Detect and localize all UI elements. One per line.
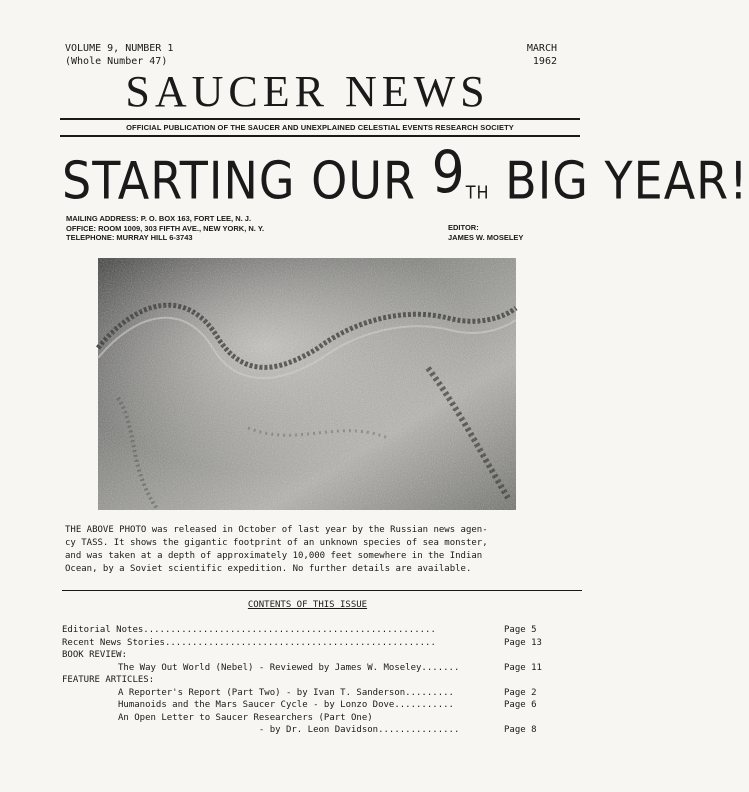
toc-item-text: Recent News Stories.................................................. bbox=[62, 637, 436, 648]
toc-item[interactable] bbox=[62, 624, 582, 637]
office-address: OFFICE: ROOM 1009, 303 FIFTH AVE., NEW YORK, N. Y. bbox=[66, 223, 265, 233]
editor-info bbox=[448, 223, 523, 242]
volume-number: VOLUME 9, NUMBER 1 bbox=[65, 43, 174, 54]
caption-line: THE ABOVE PHOTO was released in October of last year by the Russian news agen- bbox=[65, 525, 488, 535]
toc-item-continued[interactable] bbox=[62, 724, 582, 737]
headline-ninth: 9 bbox=[431, 139, 466, 207]
whole-number: (Whole Number 47) bbox=[65, 56, 168, 67]
toc-item-page: Page 13 bbox=[504, 637, 542, 648]
toc-item-text: An Open Letter to Saucer Researchers (Part One) bbox=[118, 712, 373, 723]
toc-item-text: Humanoids and the Mars Saucer Cycle - by Lonzo Dove........... bbox=[118, 700, 454, 710]
toc-item-page: Page 5 bbox=[504, 625, 537, 635]
masthead-rule-top bbox=[60, 118, 580, 120]
toc-item[interactable] bbox=[62, 699, 582, 712]
issue-year: 1962 bbox=[532, 56, 557, 67]
issue-date bbox=[527, 42, 557, 68]
masthead-title: SAUCER NEWS bbox=[125, 67, 490, 116]
caption-line: and was taken at a depth of approximately 10,000 feet somewhere in the Indian bbox=[65, 551, 483, 561]
table-of-contents bbox=[62, 624, 582, 737]
editor-name: JAMES W. MOSELEY bbox=[448, 232, 524, 242]
contents-title: CONTENTS OF THIS ISSUE bbox=[247, 600, 368, 610]
toc-section-heading bbox=[62, 674, 582, 687]
issue-month: MARCH bbox=[526, 43, 557, 54]
contact-info bbox=[66, 214, 264, 243]
contents-divider bbox=[62, 590, 582, 591]
toc-section-heading bbox=[62, 649, 582, 662]
telephone: TELEPHONE: MURRAY HILL 6-3743 bbox=[66, 233, 193, 242]
caption-line: cy TASS. It shows the gigantic footprint of an unknown species of sea monster, bbox=[65, 538, 488, 548]
toc-item-text: Editorial Notes...................................................... bbox=[62, 625, 436, 635]
volume-info bbox=[65, 42, 173, 68]
sea-monster-footprint-photo bbox=[98, 258, 516, 510]
toc-item[interactable] bbox=[62, 712, 582, 725]
toc-item-text: The Way Out World (Nebel) - Reviewed by James W. Moseley....... bbox=[118, 662, 460, 673]
publication-subhead: OFFICIAL PUBLICATION OF THE SAUCER AND UNEXPLAINED CELESTIAL EVENTS RESEARCH SOCIETY bbox=[126, 123, 514, 132]
photo-caption bbox=[65, 524, 585, 576]
toc-item[interactable] bbox=[62, 687, 582, 700]
toc-section-label: BOOK REVIEW: bbox=[62, 650, 128, 660]
headline-th: TH bbox=[465, 181, 490, 203]
mailing-address: MAILING ADDRESS: P. O. BOX 163, FORT LEE, N. J. bbox=[66, 214, 252, 223]
headline-part1: STARTING OUR bbox=[62, 150, 432, 211]
toc-item-page: Page 11 bbox=[504, 662, 542, 673]
toc-item-text: A Reporter's Report (Part Two) - by Ivan T. Sanderson......... bbox=[118, 687, 454, 698]
toc-item[interactable] bbox=[62, 637, 582, 650]
toc-item-page: Page 8 bbox=[504, 725, 537, 735]
toc-section-label: FEATURE ARTICLES: bbox=[62, 675, 155, 685]
toc-item[interactable] bbox=[62, 662, 582, 675]
toc-item-text: - by Dr. Leon Davidson............... bbox=[118, 725, 460, 735]
headline-part2: BIG YEAR! bbox=[489, 150, 749, 211]
editor-label: EDITOR: bbox=[448, 223, 479, 232]
caption-line: Ocean, by a Soviet scientific expedition. No further details are available. bbox=[65, 564, 472, 574]
masthead-rule-bottom bbox=[60, 135, 580, 137]
toc-item-page: Page 6 bbox=[504, 700, 537, 710]
toc-item-page: Page 2 bbox=[504, 687, 537, 698]
